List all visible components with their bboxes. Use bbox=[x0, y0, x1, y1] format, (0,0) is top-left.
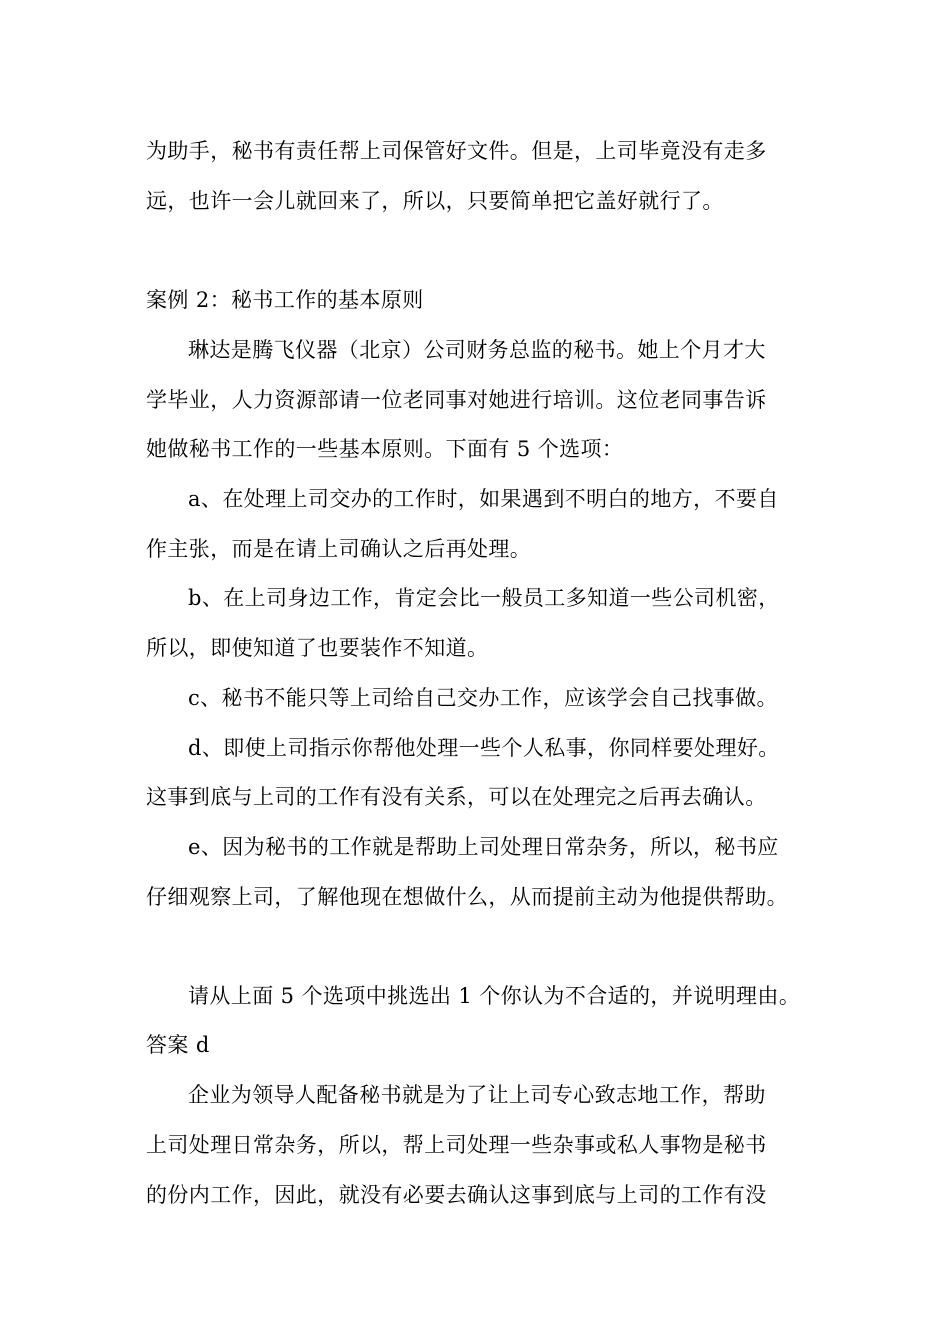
option-a-line: a、在处理上司交办的工作时，如果遇到不明白的地方，不要自 bbox=[188, 487, 779, 511]
text-line: 这事到底与上司的工作有没有关系，可以在处理完之后再去确认。 bbox=[146, 785, 767, 809]
text-line: 所以，即使知道了也要装作不知道。 bbox=[146, 636, 489, 660]
text-line: 琳达是腾飞仪器（北京）公司财务总监的秘书。她上个月才大 bbox=[188, 338, 766, 362]
text-line: 上司处理日常杂务，所以，帮上司处理一些杂事或私人事物是秘书 bbox=[146, 1133, 767, 1157]
text-line: 远，也许一会儿就回来了，所以，只要简单把它盖好就行了。 bbox=[146, 189, 724, 213]
text-line: 企业为领导人配备秘书就是为了让上司专心致志地工作，帮助 bbox=[188, 1083, 766, 1107]
text-line: 的份内工作，因此，就没有必要去确认这事到底与上司的工作有没 bbox=[146, 1183, 767, 1207]
text-line: 她做秘书工作的一些基本原则。下面有 5 个选项： bbox=[146, 437, 624, 461]
option-c-line: c、秘书不能只等上司给自己交办工作，应该学会自己找事做。 bbox=[188, 686, 778, 710]
section-heading: 案例 2：秘书工作的基本原则 bbox=[146, 288, 424, 312]
text-line: 仔细观察上司，了解他现在想做什么，从而提前主动为他提供帮助。 bbox=[146, 885, 788, 909]
text-line: 作主张，而是在请上司确认之后再处理。 bbox=[146, 537, 532, 561]
option-b-line: b、在上司身边工作，肯定会比一般员工多知道一些公司机密， bbox=[188, 586, 780, 610]
text-line: 为助手，秘书有责任帮上司保管好文件。但是，上司毕竟没有走多 bbox=[146, 139, 767, 163]
option-e-line: e、因为秘书的工作就是帮助上司处理日常杂务，所以，秘书应 bbox=[188, 835, 779, 859]
question-line: 请从上面 5 个选项中挑选出 1 个你认为不合适的，并说明理由。 bbox=[188, 984, 801, 1008]
answer-line: 答案 d bbox=[146, 1033, 210, 1057]
text-line: 学毕业，人力资源部请一位老同事对她进行培训。这位老同事告诉 bbox=[146, 388, 767, 412]
option-d-line: d、即使上司指示你帮他处理一些个人私事，你同样要处理好。 bbox=[188, 736, 780, 760]
